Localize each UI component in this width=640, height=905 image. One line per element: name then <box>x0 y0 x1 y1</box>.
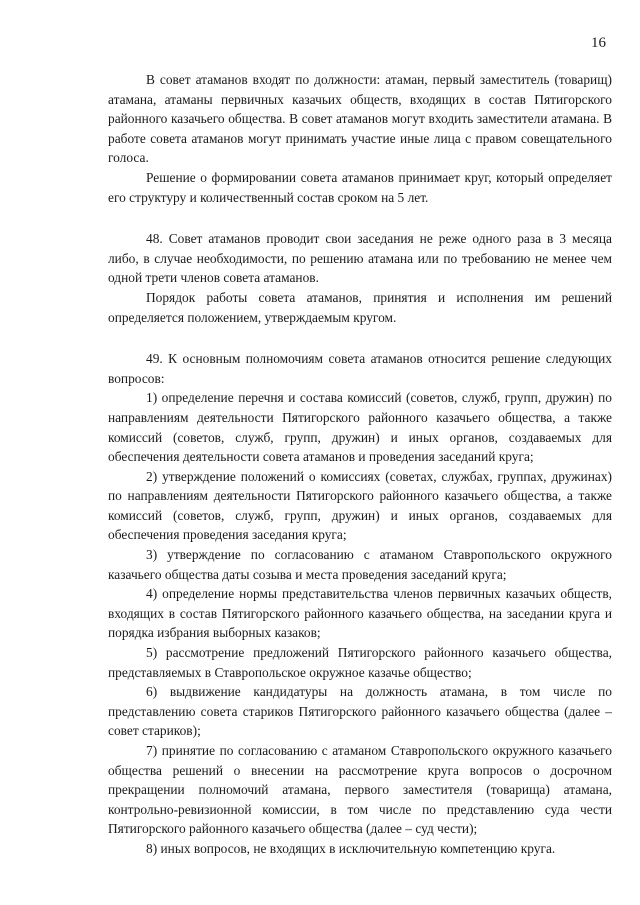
paragraph-article-49: 49. К основным полномочиям совета атаманов относится решение следующих вопросов: <box>108 351 612 386</box>
paragraph-gap <box>108 327 612 349</box>
list-item-5: 5) рассмотрение предложений Пятигорского районного казачьего общества, представляемых в Ставропольское окружное казачье общество; <box>108 645 612 680</box>
paragraph-council-composition: В совет атаманов входят по должности: атаман, первый заместитель (товарищ) атамана, атаманы первичных казачьих обществ, входящих в состав Пятигорского районного казачьего общества. В совет атаманов могут входить заместители атамана. В работе совета атаманов могут принимать участие иные лица с правом совещательного голоса. <box>108 72 612 166</box>
paragraph-work-procedure: Порядок работы совета атаманов, принятия и исполнения им решений определяется положением, утверждаемым кругом. <box>108 289 612 325</box>
list-item-6: 6) выдвижение кандидатуры на должность атамана, в том числе по представлению совета стариков Пятигорского районного казачьего общества (далее – совет стариков); <box>108 684 612 739</box>
list-item-8: 8) иных вопросов, не входящих в исключительную компетенцию круга. <box>146 840 556 856</box>
document-body <box>108 70 612 859</box>
list-item-7: 7) принятие по согласованию с атаманом Ставропольского окружного казачьего общества решений о внесении на рассмотрение круга вопросов о досрочном прекращении полномочий атамана, первого заместителя (товарища) атамана, контрольно-ревизионной комиссии, в том числе по представлению суда чести Пятигорского районного казачьего общества (далее – суд чести); <box>108 743 612 837</box>
list-item-1: 1) определение перечня и состава комиссий (советов, служб, групп, дружин) по направлениям деятельности Пятигорского районного казачьего общества, а также комиссий (советов, служб, групп, дружин) и иных органов, создаваемых для обеспечения деятельности совета атаманов и проведения заседаний круга; <box>108 390 612 465</box>
list-item-3: 3) утверждение по согласованию с атаманом Ставропольского окружного казачьего общества даты созыва и места проведения заседаний круга; <box>108 547 612 582</box>
list-item-2: 2) утверждение положений о комиссиях (советах, службах, группах, дружинах) по направлениям деятельности Пятигорского районного казачьего общества, а также комиссий (советов, служб, групп, дружин) и иных органов, создаваемых для обеспечения проведения заседания круга; <box>108 468 612 543</box>
paragraph-gap <box>108 207 612 229</box>
list-item-4: 4) определение нормы представительства членов первичных казачьих обществ, входящих в состав Пятигорского районного казачьего общества, на заседании круга и порядка избрания выборных казаков; <box>108 586 612 641</box>
paragraph-article-48: 48. Совет атаманов проводит свои заседания не реже одного раза в 3 месяца либо, в случае необходимости, по решению атамана или по требованию не менее чем одной трети членов совета атаманов. <box>108 231 612 286</box>
paragraph-council-formation: Решение о формировании совета атаманов принимает круг, который определяет его структуру и количественный состав сроком на 5 лет. <box>108 169 612 205</box>
page-number: 16 <box>591 35 606 51</box>
